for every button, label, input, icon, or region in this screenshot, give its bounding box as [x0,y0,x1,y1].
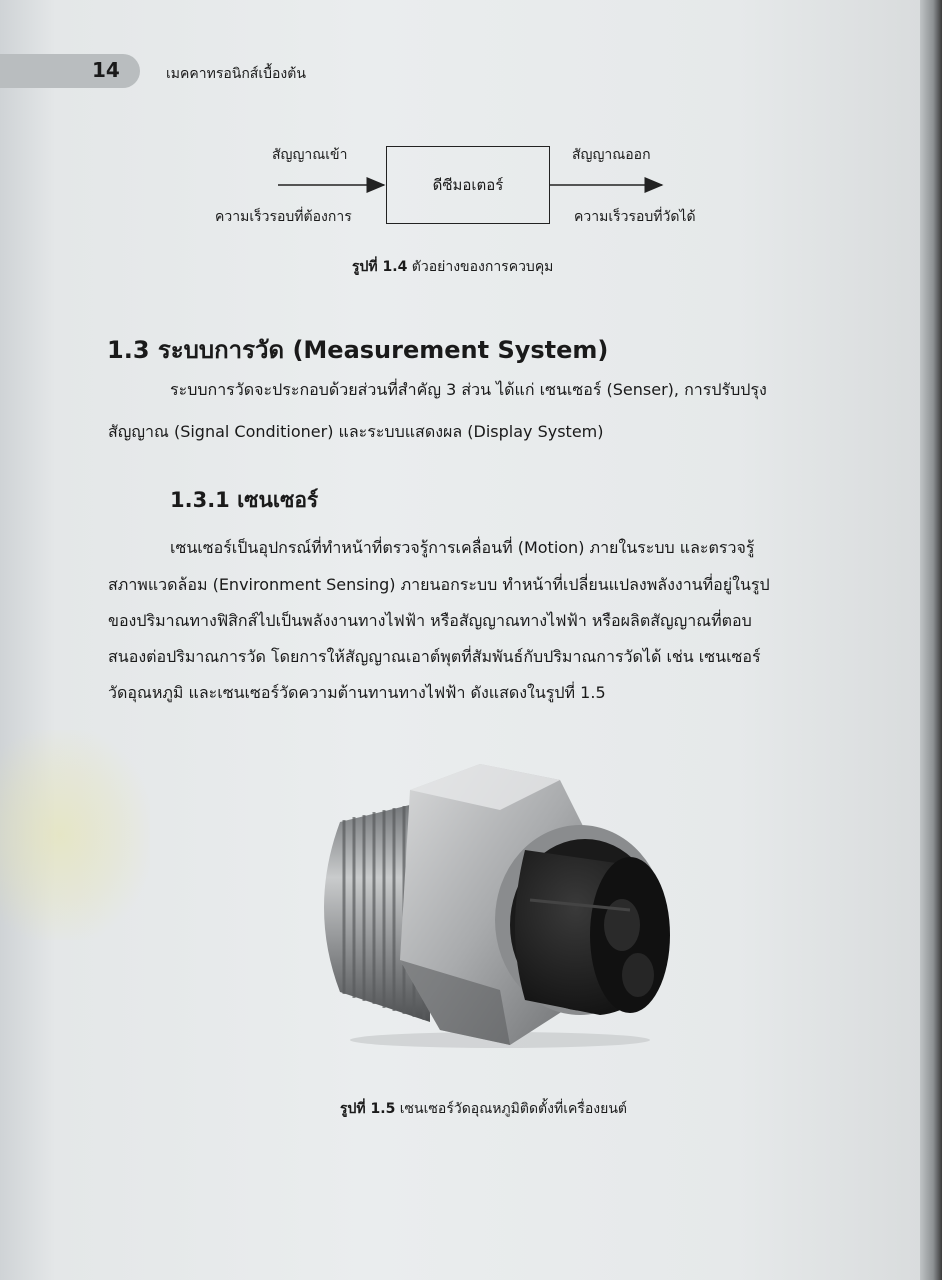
temperature-sensor-photo [300,760,680,1050]
control-block-diagram [0,0,920,300]
desired-speed-label: ความเร็วรอบที่ต้องการ [215,209,352,225]
input-signal-label: สัญญาณเข้า [272,147,348,163]
body-line-3: ของปริมาณทางฟิสิกส์ไปเป็นพลังงานทางไฟฟ้า หรือสัญญาณทางไฟฟ้า หรือผลิตสัญญาณที่ตอบ [108,611,752,630]
figure-1-4-text: ตัวอย่างของการควบคุม [411,259,554,275]
intro-line-2: สัญญาณ (Signal Conditioner) และระบบแสดงผล (Display System) [108,422,604,441]
page-stain [0,730,150,940]
dc-motor-block [386,146,550,224]
figure-1-5-caption [340,1098,627,1120]
output-signal-label: สัญญาณออก [572,147,651,163]
section-heading: 1.3 ระบบการวัด (Measurement System) [107,336,609,364]
figure-1-5-number: รูปที่ 1.5 [340,1101,396,1117]
subsection-heading: 1.3.1 เซนเซอร์ [170,488,319,512]
body-line-4: สนองต่อปริมาณการวัด โดยการให้สัญญาณเอาต์พุตที่สัมพันธ์กับปริมาณการวัดได้ เช่น เซนเซอร์ [108,647,761,666]
book-spine-shadow [920,0,942,1280]
figure-1-4-number: รูปที่ 1.4 [352,259,408,275]
measured-speed-label: ความเร็วรอบที่วัดได้ [574,209,696,225]
intro-line-1: ระบบการวัดจะประกอบด้วยส่วนที่สำคัญ 3 ส่วน ได้แก่ เซนเซอร์ (Senser), การปรับปรุง [170,380,767,399]
running-title: เมคคาทรอนิกส์เบื้องต้น [166,66,306,82]
figure-1-4-caption [352,256,553,278]
body-line-5: วัดอุณหภูมิ และเซนเซอร์วัดความต้านทานทางไฟฟ้า ดังแสดงในรูปที่ 1.5 [108,683,606,702]
body-line-2: สภาพแวดล้อม (Environment Sensing) ภายนอกระบบ ทำหน้าที่เปลี่ยนแปลงพลังงานที่อยู่ในรูป [108,575,770,594]
figure-1-5-text: เซนเซอร์วัดอุณหภูมิติดตั้งที่เครื่องยนต์ [399,1101,627,1117]
dc-motor-label: ดีซีมอเตอร์ [432,176,504,194]
body-line-1: เซนเซอร์เป็นอุปกรณ์ที่ทำหน้าที่ตรวจรู้การเคลื่อนที่ (Motion) ภายในระบบ และตรวจรู้ [170,538,755,557]
page-number: 14 [92,58,120,82]
